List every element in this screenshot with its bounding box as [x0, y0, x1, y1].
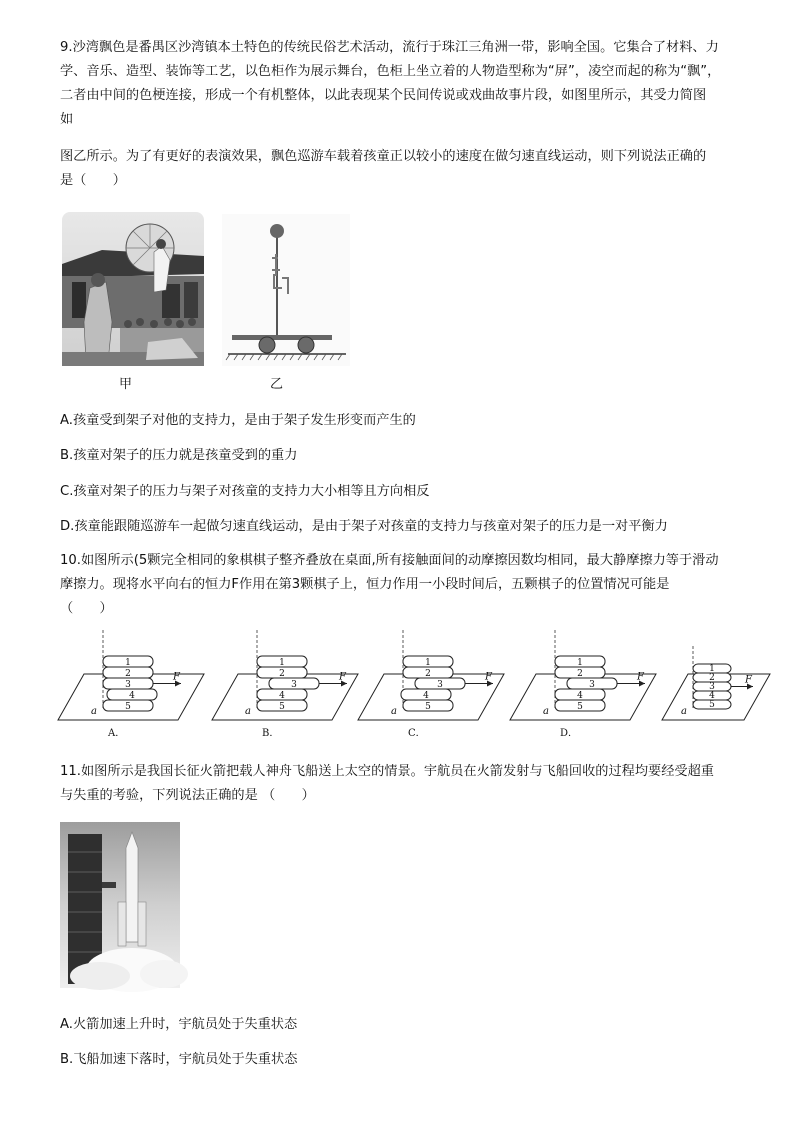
q9-option-c: C.孩童对架子的压力与架子对孩童的支持力大小相等且方向相反: [60, 484, 430, 499]
q11-line-2: 与失重的考验，下列说法正确的是 （ ）: [60, 788, 315, 803]
q10-line-2: 摩擦力。现将水平向右的恒力F作用在第3颗棋子上，恒力作用一小段时间后，五颗棋子的位置情况可能是: [60, 577, 670, 592]
q11-stem: [60, 760, 750, 808]
piece-number-2: 2: [125, 669, 131, 679]
point-a-label: a: [681, 706, 687, 717]
point-a-label: a: [391, 706, 397, 717]
caption-yi: 乙: [270, 377, 284, 392]
piece-number-2: 2: [577, 669, 583, 679]
piece-number-1: 1: [425, 658, 431, 668]
point-a-label: a: [91, 706, 97, 717]
force-label: F: [339, 671, 346, 683]
q9-line-4: 如: [60, 112, 74, 127]
q9-stem-continued: [60, 145, 750, 193]
force-label: F: [745, 674, 752, 686]
force-label: F: [637, 671, 644, 683]
piece-number-4: 4: [709, 691, 715, 701]
q10-line-1: 10.如图所示(5颗完全相同的象棋棋子整齐叠放在桌面,所有接触面间的动摩擦因数均相同，最大静摩擦力等于滑动: [60, 553, 719, 568]
piece-number-1: 1: [709, 664, 715, 674]
q9-option-d: D.孩童能跟随巡游车一起做匀速直线运动，是由于架子对孩童的支持力与孩童对架子的压力是一对平衡力: [60, 519, 668, 534]
q9-option-a: A.孩童受到架子对他的支持力，是由于架子发生形变而产生的: [60, 413, 416, 428]
piece-number-1: 1: [279, 658, 285, 668]
piece-number-3: 3: [291, 680, 297, 690]
q11-option-b: B.飞船加速下落时，宇航员处于失重状态: [60, 1052, 298, 1067]
q10-line-3: （ ）: [60, 601, 113, 616]
point-a-label: a: [543, 706, 549, 717]
q9-line-1: 9.沙湾飘色是番禺区沙湾镇本土特色的传统民俗艺术活动，流行于珠江三角洲一带，影响全国。它集合了材料、力: [60, 40, 719, 55]
cart-beam: [232, 335, 332, 340]
piece-number-2: 2: [279, 669, 285, 679]
panel-letter: A．: [108, 728, 126, 739]
q10-panel-5: [662, 646, 770, 720]
piece-number-5: 5: [279, 702, 285, 712]
force-label: F: [485, 671, 492, 683]
q11-rocket-photo: [60, 822, 180, 988]
q10-stem: [60, 549, 750, 621]
panel-letter: B．: [262, 728, 280, 739]
head-disk: [270, 224, 284, 238]
panel-letter: C．: [408, 728, 426, 739]
piece-number-4: 4: [423, 691, 429, 701]
q9-photo-jia: [62, 212, 204, 366]
q9-line-2: 学、音乐、造型、装饰等工艺，以色柜作为展示舞台，色柜上坐立着的人物造型称为“屏”，凌空而起的称为“飘”，: [60, 64, 721, 79]
q11-line-1: 11.如图所示是我国长征火箭把载人神舟飞船送上太空的情景。宇航员在火箭发射与飞船回收的过程均要经受超重: [60, 764, 714, 779]
piece-number-4: 4: [129, 691, 135, 701]
q9-diagram-yi: [222, 214, 350, 366]
wheel-right: [298, 337, 314, 353]
piece-number-5: 5: [425, 702, 431, 712]
panel-letter: D．: [560, 728, 579, 739]
force-label: F: [173, 671, 180, 683]
piece-number-3: 3: [589, 680, 595, 690]
q10-panel-4: [510, 630, 656, 739]
piece-number-2: 2: [425, 669, 431, 679]
q10-figures: [50, 626, 750, 742]
piece-number-1: 1: [577, 658, 583, 668]
q10-panel-1: [58, 630, 204, 739]
q11-option-a: A.火箭加速上升时，宇航员处于失重状态: [60, 1017, 298, 1032]
q10-panel-2: [212, 630, 358, 739]
piece-number-3: 3: [709, 682, 715, 692]
caption-jia: 甲: [119, 377, 133, 392]
q9-line-3: 二者由中间的色梗连接，形成一个有机整体，以此表现某个民间传说或戏曲故事片段，如图里所示，其受力简图: [60, 88, 707, 103]
piece-number-5: 5: [709, 700, 715, 710]
q9-line-5: 图乙所示。为了有更好的表演效果，飘色巡游车载着孩童正以较小的速度在做匀速直线运动，则下列说法正确的: [60, 149, 707, 164]
wheel-left: [259, 337, 275, 353]
piece-number-3: 3: [125, 680, 131, 690]
point-a-label: a: [245, 706, 251, 717]
piece-number-4: 4: [279, 691, 285, 701]
q10-panel-3: [358, 630, 504, 739]
q9-option-b: B.孩童对架子的压力就是孩童受到的重力: [60, 448, 298, 463]
piece-number-5: 5: [125, 702, 131, 712]
piece-number-2: 2: [709, 673, 715, 683]
piece-number-1: 1: [125, 658, 131, 668]
piece-number-4: 4: [577, 691, 583, 701]
piece-number-5: 5: [577, 702, 583, 712]
q9-line-6: 是（ ）: [60, 173, 126, 188]
piece-number-3: 3: [437, 680, 443, 690]
q9-stem: [60, 36, 750, 132]
